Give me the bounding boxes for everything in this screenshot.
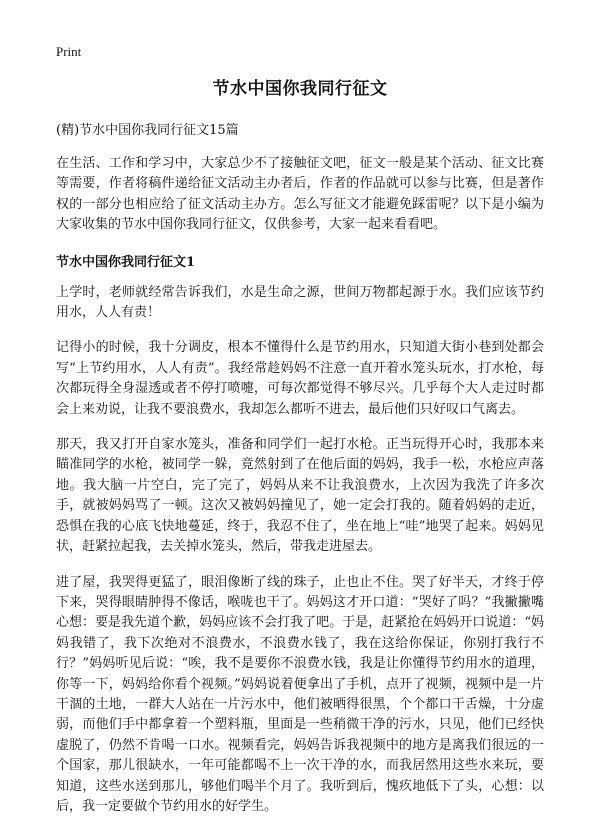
print-link[interactable]: Print — [56, 44, 82, 59]
page-title: 节水中国你我同行征文 — [212, 79, 388, 99]
body-paragraph: 上学时，老师就经常告诉我们，水是生命之源，世间万物都起源于水。我们应该节约用水，人人有责！ — [56, 284, 544, 321]
section-heading: 节水中国你我同行征文1 — [56, 254, 196, 270]
body-paragraph: 记得小的时候，我十分调皮，根本不懂得什么是节约用水，只知道大街小巷到处都会写“上节约用水，人人有责”。我经常趁妈妈不注意一直开着水笼头玩水，打水枪，每次都玩得全身湿透或者不停打喷嚏，可每次都觉得不够尽兴。几乎每个大人走过时都会上来劝说，让我不要浪费水，我却怎么都听不进去，最后他们只好叹口气离去。 — [56, 340, 544, 417]
document-subtitle: (精)节水中国你我同行征文15篇 — [56, 123, 239, 138]
intro-paragraph: 在生活、工作和学习中，大家总少不了接触征文吧，征文一般是某个活动、征文比赛等需要，作者将稿件递给征文活动主办者后，作者的作品就可以参与比赛，但是著作权的一部分也相应给了征文活动主办方。怎么写征文才能避免踩雷呢？以下是小编为大家收集的节水中国你我同行征文，仅供参考，大家一起来看看吧。 — [56, 156, 544, 233]
body-paragraph: 那天，我又打开自家水笼头，准备和同学们一起打水枪。正当玩得开心时，我那本来瞄准同学的水枪，被同学一躲，竟然射到了在他后面的妈妈，我手一松，水枪应声落地。我大脑一片空白，完了完了，妈妈从来不让我浪费水，上次因为我洗了许多次手，就被妈妈骂了一顿。这次又被妈妈撞见了，她一定会打我的。随着妈妈的走近，恐惧在我的心底飞快地蔓延，终于，我忍不住了，坐在地上“哇”地哭了起来。妈妈见状，赶紧拉起我，去关掉水笼头，然后，带我走进屋去。 — [56, 437, 544, 555]
body-paragraph: 进了屋，我哭得更猛了，眼泪像断了线的珠子，止也止不住。哭了好半天，才终于停下来，哭得眼睛肿得不像话，喉咙也干了。妈妈这才开口道：“哭好了吗？”我撇撇嘴心想：要是我先道个歉，妈妈应该不会打我了吧。于是，赶紧抢在妈妈开口说道：“妈妈我错了，我下次绝对不浪费水，不浪费水钱了，我在这给你保证，你别打我行不行？”妈妈听见后说：“唉，我不是要你不浪费水钱，我是让你懂得节约用水的道理，你等一下，妈妈给你看个视频。”妈妈说着便拿出了手机，点开了视频，视频中是一片干涸的土地，一群大人站在一片污水中，他们被晒得很黑，个个都口干舌燥，十分虚弱，而他们手中都拿着一个塑料瓶，里面是一些稍微干净的污水，只见，他们已经快虚脱了，仍然不肯喝一口水。视频看完，妈妈告诉我视频中的地方是离我们很远的一个国家，那儿很缺水，一年可能都喝不上一次干净的水，而我居然用这些水来玩，要知道，这些水送到那儿，够他们喝半个月了。我听到后，愧疚地低下了头，心想：以后，我一定要做个节约用水的好学生。 — [56, 574, 544, 814]
